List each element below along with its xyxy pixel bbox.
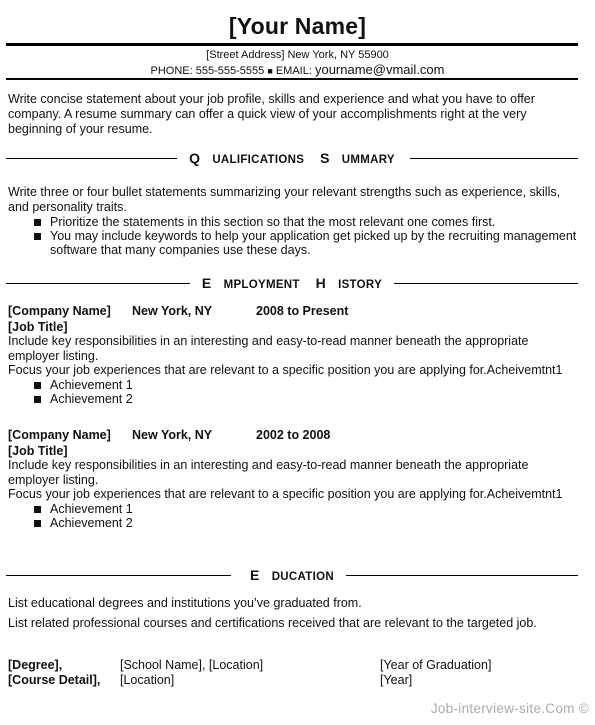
- bullet-text: Achievement 1: [50, 502, 133, 516]
- heading-text: UMMARY: [336, 154, 401, 166]
- job-description: Include key responsibilities in an interesting and easy-to-read manner beneath the appropriate employer listing.: [8, 334, 529, 363]
- square-bullet-icon: [34, 219, 41, 226]
- achievement-list: [34, 378, 582, 406]
- heading-text: DUCATION: [266, 571, 340, 583]
- heading-letter: S: [314, 150, 336, 166]
- contact-line: [0, 62, 595, 77]
- square-bullet-icon: [34, 396, 41, 403]
- site-watermark: Job-interview-site.Com ©: [430, 701, 589, 716]
- list-item: [34, 392, 582, 406]
- bullet-text: Achievement 2: [50, 516, 133, 530]
- list-item: [34, 215, 582, 229]
- phone-label: PHONE:: [150, 65, 193, 77]
- applicant-name: [Your Name]: [228, 13, 367, 39]
- heading-letter: E: [244, 567, 266, 583]
- heading-letter: H: [310, 275, 332, 291]
- phone-value: 555-555-5555: [195, 65, 265, 77]
- company-name: [Company Name]: [8, 304, 111, 318]
- summary-paragraph: Write concise statement about your job profile, skills and experience and what you have to offer company. A resume summary can offer a quick view of your accomplishments right at the very beginning of your resume.: [8, 92, 535, 136]
- achievement-list: [34, 502, 582, 530]
- employment-heading: [6, 275, 578, 291]
- list-item: [34, 229, 582, 257]
- email-label: EMAIL:: [275, 65, 312, 77]
- separator-square: ■: [267, 66, 273, 76]
- course-label: [Course Detail],: [8, 673, 101, 687]
- qualifications-heading: [6, 150, 578, 166]
- job-title-text: [Job Title]: [8, 444, 68, 458]
- heading-text: UALIFICATIONS: [206, 154, 310, 166]
- education-line-1: List educational degrees and institutions you’ve graduated from.: [8, 596, 362, 610]
- job-location: New York, NY: [132, 304, 213, 318]
- heading-text: ISTORY: [332, 279, 388, 291]
- course-year: [Year]: [380, 673, 413, 687]
- email-value: yourname@vmail.com: [314, 62, 445, 77]
- list-item: [34, 516, 582, 530]
- header-bottom-rule: [6, 78, 578, 80]
- list-item: [34, 378, 582, 392]
- degree-label: [Degree],: [8, 658, 63, 672]
- education-line-2: List related professional courses and certifications received that are relevant to the targeted job.: [8, 616, 537, 630]
- heading-text: MPLOYMENT: [218, 279, 306, 291]
- square-bullet-icon: [34, 520, 41, 527]
- job-dates: 2002 to 2008: [256, 428, 331, 442]
- job-location: New York, NY: [132, 428, 213, 442]
- heading-letter: Q: [183, 150, 206, 166]
- header-top-rule: [6, 43, 578, 46]
- bullet-text: Achievement 2: [50, 392, 133, 406]
- list-item: [34, 502, 582, 516]
- square-bullet-icon: [34, 382, 41, 389]
- street-address: [Street Address] New York, NY 55900: [206, 49, 389, 61]
- square-bullet-icon: [34, 506, 41, 513]
- graduation-year: [Year of Graduation]: [380, 658, 492, 672]
- education-heading: [6, 567, 578, 583]
- heading-letter: E: [196, 275, 218, 291]
- bullet-text: Achievement 1: [50, 378, 133, 392]
- square-bullet-icon: [34, 233, 41, 240]
- company-name: [Company Name]: [8, 428, 111, 442]
- job-dates: 2008 to Present: [256, 304, 349, 318]
- qualifications-bullets: [34, 215, 582, 257]
- bullet-text: You may include keywords to help your application get picked up by the recruiting management software that many companies use these days.: [50, 229, 577, 257]
- job-focus: Focus your job experiences that are relevant to a specific position you are applying for.Acheivemtnt1: [8, 487, 563, 501]
- job-description: Include key responsibilities in an interesting and easy-to-read manner beneath the appropriate employer listing.: [8, 458, 529, 487]
- course-location: [Location]: [120, 673, 175, 687]
- job-focus: Focus your job experiences that are relevant to a specific position you are applying for.Acheivemtnt1: [8, 363, 563, 377]
- job-title-text: [Job Title]: [8, 320, 68, 334]
- qualifications-intro: Write three or four bullet statements summarizing your relevant strengths such as experience, skills, and personality traits.: [8, 185, 561, 214]
- bullet-text: Prioritize the statements in this section so that the most relevant one comes first.: [50, 215, 496, 229]
- school-location: [School Name], [Location]: [120, 658, 264, 672]
